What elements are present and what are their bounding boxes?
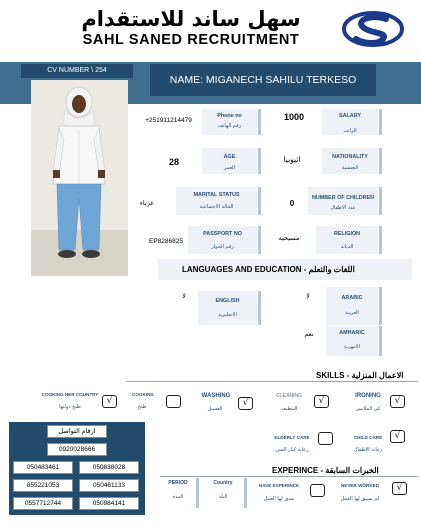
skills-divider <box>126 381 418 382</box>
divider <box>379 226 382 254</box>
skill-cooking-label-ar: طبخ <box>137 404 147 410</box>
experience-never-label: NEVER WORKED <box>340 483 380 488</box>
salary-label-ar: الراتب <box>343 128 357 134</box>
skill-washing-label: WASHING <box>201 393 231 399</box>
religion-label-ar: الديانة <box>340 244 354 250</box>
cv-number: CV NUMBER \ 254 <box>21 64 133 78</box>
children-label-ar: عدد الاطفال <box>330 205 356 211</box>
experience-title: EXPERINCE - الخبرات السابقة <box>272 466 379 475</box>
skill-child-label: CHILD CARE <box>353 435 383 440</box>
experience-never-checkbox[interactable]: √ <box>392 482 407 495</box>
contact-number: 050483461 <box>13 461 73 474</box>
age-label-cell <box>202 148 257 174</box>
religion-label: RELIGION <box>333 231 361 237</box>
divider <box>379 187 382 215</box>
skill-washing-label-ar: الغسيل <box>207 406 223 412</box>
nationality-value: اثيوبيا <box>283 155 301 164</box>
skill-cooking-checkbox[interactable] <box>166 395 181 408</box>
amharic-label-cell <box>326 326 378 356</box>
salary-label-cell <box>322 109 378 135</box>
candidate-name: NAME: MIGANECH SAHILU TERKESO <box>150 64 376 96</box>
passport-value: EP8286825 <box>149 238 183 245</box>
experience-have-checkbox[interactable] <box>310 484 325 497</box>
skill-elderly-label: ELDERLY CARE <box>274 435 310 440</box>
logo-mark-icon <box>342 10 404 48</box>
experience-have-label: HAVE EXPERINCE <box>258 483 300 488</box>
english-label-ar: الانجليزية <box>218 312 237 318</box>
skill-washing-checkbox[interactable]: √ <box>238 397 253 410</box>
experience-divider <box>160 476 418 477</box>
contact-number: 050461133 <box>79 479 139 492</box>
skill-cooking-country-label: COOKING HER COUNTRY <box>41 392 99 397</box>
english-value: لا <box>182 293 186 300</box>
amharic-label: AMHARIC <box>339 330 365 336</box>
skill-elderly-checkbox[interactable] <box>318 432 333 445</box>
divider <box>196 478 199 508</box>
skill-elderly-label-ar: رعاية كبار السن <box>275 447 309 453</box>
divider <box>244 478 247 508</box>
skill-ironing-label-ar: كي الملابس <box>355 406 381 412</box>
skill-cleaning-label: CLEANING <box>275 393 303 399</box>
skill-ironing-label: IRONING <box>355 393 381 399</box>
divider <box>258 109 261 135</box>
marital-label-ar: الحالة الاجتماعية <box>199 204 234 210</box>
marital-label-cell <box>176 187 257 215</box>
salary-label: SALARY <box>339 113 361 119</box>
age-label-ar: العمر <box>224 165 235 171</box>
contact-numbers-panel <box>9 422 145 515</box>
phone-label-ar: رقم الهاتف <box>217 123 242 129</box>
contact-number: 050984141 <box>79 497 139 510</box>
phone-label: Phone no <box>217 113 242 119</box>
marital-value: عزباء <box>139 200 155 207</box>
skill-cooking-country-checkbox[interactable]: √ <box>102 395 117 408</box>
skill-cleaning-label-ar: التنظيف <box>280 406 298 412</box>
amharic-value: نعم <box>304 331 314 338</box>
nationality-label-ar: الجنسية <box>341 165 359 171</box>
skill-cleaning-checkbox[interactable]: √ <box>314 395 329 408</box>
marital-label: MARITAL STATUS <box>193 192 240 198</box>
candidate-photo <box>31 80 128 276</box>
contact-number: 0557712744 <box>13 497 73 510</box>
arabic-label-cell <box>326 287 378 325</box>
skill-cooking-country-label-ar: طبخ دولتها <box>59 404 81 410</box>
experience-country-label-ar: البلد <box>218 494 228 500</box>
experience-period-label-ar: المدة <box>172 494 184 500</box>
english-label-cell <box>198 291 257 325</box>
contact-number: 050838028 <box>79 461 139 474</box>
skill-child-label-ar: رعاية الاطفال <box>353 447 383 453</box>
skill-cooking-label: COOKING <box>132 392 154 397</box>
experience-country-label: Country <box>213 480 233 486</box>
nationality-label-cell <box>322 148 378 174</box>
divider <box>379 109 382 135</box>
skill-ironing-checkbox[interactable]: √ <box>390 395 405 408</box>
religion-value: مسيحيه <box>278 235 300 242</box>
passport-label: PASSPORT NO <box>203 231 242 237</box>
company-logo-header <box>40 6 408 50</box>
passport-label-ar: رقم الجواز <box>211 244 234 250</box>
logo-arabic-text: سهل ساند للاستقدام <box>81 7 301 31</box>
arabic-value: لا <box>306 293 310 300</box>
english-label: ENGLISH <box>215 298 240 304</box>
contact-number: 055221053 <box>13 479 73 492</box>
phone-value: +251911214479 <box>145 117 192 124</box>
age-value: 28 <box>168 157 179 167</box>
children-label: NUMBER OF CHILDREN <box>312 195 374 201</box>
experience-never-label-ar: لم يسبق لها العمل <box>340 496 380 502</box>
divider <box>258 226 261 254</box>
children-value: 0 <box>289 199 295 208</box>
divider <box>379 287 382 325</box>
passport-label-cell <box>188 226 257 254</box>
experience-period-label: PERIOD <box>168 480 188 486</box>
phone-label-cell <box>202 109 257 135</box>
children-label-cell <box>308 187 378 215</box>
divider <box>258 148 261 174</box>
divider <box>258 291 261 325</box>
salary-value: 1000 <box>283 112 305 122</box>
skills-title: SKILLS - الاعمال المنزلية <box>316 371 404 380</box>
arabic-label: ARABIC <box>341 295 363 301</box>
divider <box>379 148 382 174</box>
logo-english-text: SAHL SANED RECRUITMENT <box>82 32 300 48</box>
contact-title: ارقام التواصل <box>47 425 107 438</box>
contact-main-number: 0920028666 <box>47 443 107 456</box>
experience-have-label-ar: سبق لها العمل <box>263 496 295 502</box>
arabic-label-ar: العربية <box>345 310 359 316</box>
amharic-label-ar: الامهرية <box>343 344 361 350</box>
religion-label-cell <box>316 226 378 254</box>
languages-title: LANGUAGES AND EDUCATION - اللغات والتعلم <box>182 265 355 274</box>
skill-child-checkbox[interactable]: √ <box>390 430 405 443</box>
nationality-label: NATIONALITY <box>332 154 368 160</box>
age-label: AGE <box>223 154 236 160</box>
divider <box>258 187 261 215</box>
divider <box>379 326 382 356</box>
